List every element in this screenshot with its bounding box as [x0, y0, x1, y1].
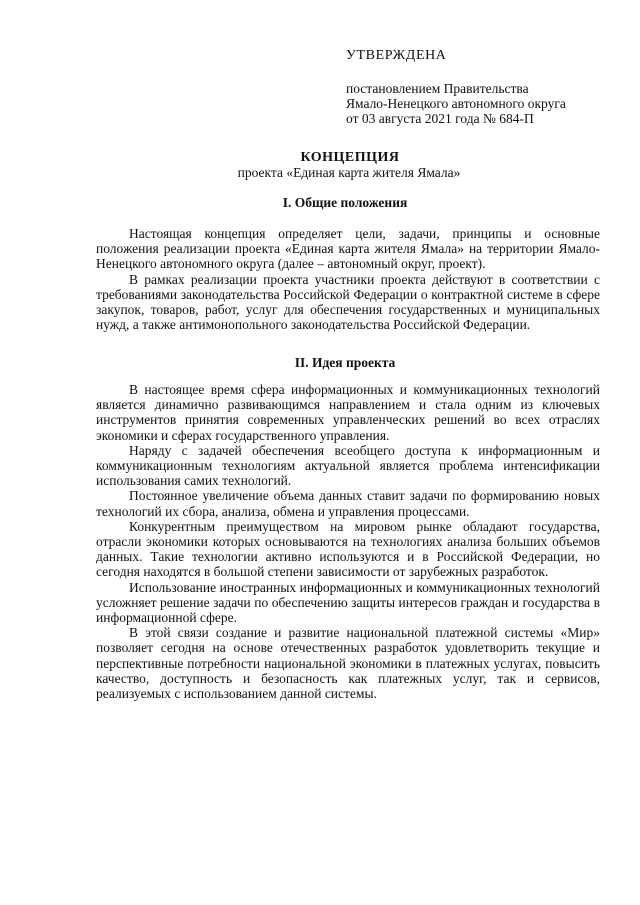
paragraph: В этой связи создание и развитие национальной платежной системы «Мир» позволяет сегодня на основе отечественных разработок удовлетворить текущие и перспективные потребности национальной экономики в платежных услугах, повысить качество, доступность и безопасность как платежных услуг, так и сервисов, реализуемых с использованием данной системы.	[96, 625, 600, 702]
paragraph: Постоянное увеличение объема данных ставит задачи по формированию новых технологий их сбора, анализа, обмена и управления процессами.	[96, 488, 600, 519]
section-body	[96, 382, 600, 701]
section-body	[96, 226, 600, 332]
paragraph: В настоящее время сфера информационных и коммуникационных технологий является динамично развивающимся направлением и стала одним из ключевых инструментов принятия современных управленческих решений во всех отраслях экономики и сферах государственного управления.	[96, 382, 600, 443]
section-heading	[0, 355, 640, 370]
paragraph: Конкурентным преимуществом на мировом рынке обладают государства, отрасли экономики которых основываются на технологиях анализа больших объемов данных. Такие технологии активно используются и в Российской Федерации, но сегодня находятся в большой степени зависимости от зарубежных разработок.	[96, 518, 600, 580]
document-subtitle: проекта «Единая карта жителя Ямала»	[237, 165, 461, 180]
paragraph: Использование иностранных информационных и коммуникационных технологий усложняет решение задачи по обеспечению защиты интересов граждан и государства в информационной сфере.	[96, 579, 600, 626]
section-heading	[0, 195, 640, 210]
paragraph: В рамках реализации проекта участники проекта действуют в соответствии с требованиями законодательства Российской Федерации о контрактной системе в сфере закупок, товаров, работ, услуг для обеспечения государственных и муниципальных нужд, а также антимонопольного законодательства Российской Федерации.	[96, 271, 600, 333]
document-title-block	[0, 150, 640, 180]
approval-line: постановлением Правительства	[346, 81, 529, 96]
paragraph: Наряду с задачей обеспечения всеобщего доступа к информационным и коммуникационным технологиям актуальной является проблема интенсификации использования самих технологий.	[96, 442, 600, 489]
approval-line: Ямало-Ненецкого автономного округа	[346, 96, 566, 111]
section-heading-text: II. Идея проекта	[294, 355, 396, 370]
section-heading-text: I. Общие положения	[282, 195, 408, 210]
document-title: КОНЦЕПЦИЯ	[300, 150, 400, 165]
approval-line: от 03 августа 2021 года № 684-П	[346, 111, 534, 126]
approval-heading: УТВЕРЖДЕНА	[346, 48, 447, 63]
approval-stamp	[346, 48, 626, 126]
paragraph: Настоящая концепция определяет цели, задачи, принципы и основные положения реализации проекта «Единая карта жителя Ямала» на территории Ямало-Ненецкого автономного округа (далее – автономный округ, проект).	[96, 226, 600, 272]
